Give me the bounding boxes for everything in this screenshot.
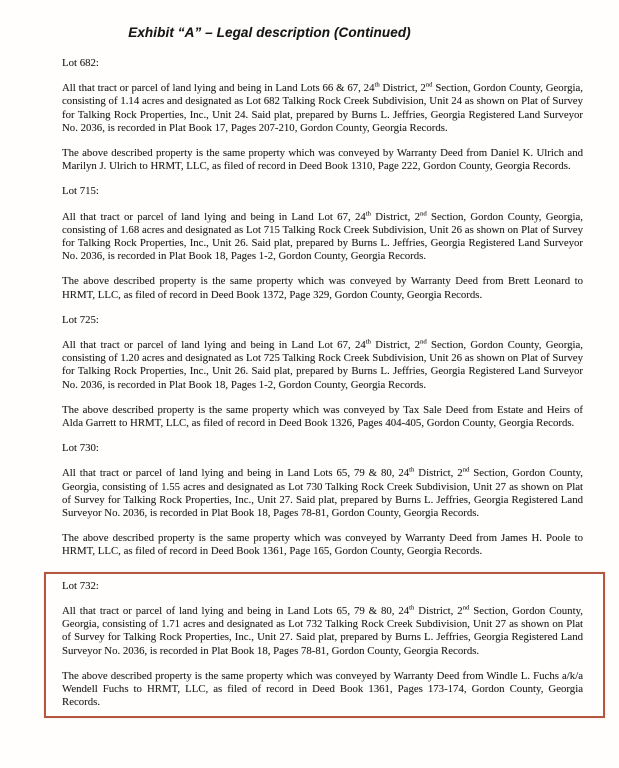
document-title: Exhibit “A” – Legal description (Continued) [128, 25, 411, 40]
lot-heading: Lot 725: [62, 313, 99, 326]
lot-description-paragraph: All that tract or parcel of land lying and being in Land Lot 67, 24th District, 2nd Section, Gordon County, Georgia, consisting of 1.20 acres and designated as Lot 725 Talking Rock Creek Subdivision, Unit 26 as shown on Plat of Survey for Talking Rock Properties, Inc., Unit 26. Said plat, prepared by Burns L. Jeffries, Georgia Registered Land Surveyor No. 2036, is recorded in Plat Book 18, Pages 1-2, Gordon County, Georgia Records. [62, 338, 583, 391]
lot-section-682 [62, 57, 583, 173]
lot-heading: Lot 730: [62, 442, 99, 455]
lot-description-paragraph: All that tract or parcel of land lying and being in Land Lots 66 & 67, 24th District, 2nd Section, Gordon County, Georgia, consisting of 1.14 acres and designated as Lot 682 Talking Rock Creek Subdivision, Unit 24 as shown on Plat of Survey for Talking Rock Properties, Inc., Unit 24. Said plat, prepared by Burns L. Jeffries, Georgia Registered Land Surveyor No. 2036, is recorded in Plat Book 17, Pages 207-210, Gordon County, Georgia Records. [62, 81, 583, 134]
lot-section-715 [62, 185, 583, 301]
lot-conveyance-paragraph: The above described property is the same property which was conveyed by Warranty Deed from Daniel K. Ulrich and Marilyn J. Ulrich to HRMT, LLC, as filed of record in Deed Book 1310, Page 222, Gordon County, Georgia Records. [62, 147, 583, 173]
lot-section-725 [62, 314, 583, 430]
lot-description-paragraph: All that tract or parcel of land lying and being in Land Lot 67, 24th District, 2nd Section, Gordon County, Georgia, consisting of 1.68 acres and designated as Lot 715 Talking Rock Creek Subdivision, Unit 26 as shown on Plat of Survey for Talking Rock Properties, Inc., Unit 26. Said plat, prepared by Burns L. Jeffries, Georgia Registered Land Surveyor No. 2036, is recorded in Plat Book 18, Pages 1-2, Gordon County, Georgia Records. [62, 210, 583, 263]
lot-conveyance-paragraph: The above described property is the same property which was conveyed by Warranty Deed from Windle L. Fuchs a/k/a Wendell Fuchs to HRMT, LLC, as filed of record in Deed Book 1361, Pages 173-174, Gordon County, Georgia Records. [62, 669, 583, 709]
lot-description-paragraph: All that tract or parcel of land lying and being in Land Lots 65, 79 & 80, 24th District, 2nd Section, Gordon County, Georgia, consisting of 1.71 acres and designated as Lot 732 Talking Rock Creek Subdivision, Unit 27 as shown on Plat of Survey for Talking Rock Properties, Inc., Unit 27. Said plat, prepared by Burns L. Jeffries, Georgia Registered Land Surveyor No. 2036, is recorded in Plat Book 18, Pages 78-81, Gordon County, Georgia Records. [62, 604, 583, 657]
lot-description-paragraph: All that tract or parcel of land lying and being in Land Lots 65, 79 & 80, 24th District, 2nd Section, Gordon County, Georgia, consisting of 1.55 acres and designated as Lot 730 Talking Rock Creek Subdivision, Unit 27 as shown on Plat of Survey for Talking Rock Properties, Inc., Unit 27. Said plat, prepared by Burns L. Jeffries, Georgia Registered Land Surveyor No. 2036, is recorded in Plat Book 18, Pages 78-81, Gordon County, Georgia Records. [62, 466, 583, 520]
lot-conveyance-paragraph: The above described property is the same property which was conveyed by Tax Sale Deed from Estate and Heirs of Alda Garrett to HRMT, LLC, as filed of record in Deed Book 1326, Pages 404-405, Gordon County, Georgia Records. [62, 403, 583, 430]
lot-conveyance-paragraph: The above described property is the same property which was conveyed by Warranty Deed from James H. Poole to HRMT, LLC, as filed of record in Deed Book 1361, Page 165, Gordon County, Georgia Records. [62, 532, 583, 558]
lot-conveyance-paragraph: The above described property is the same property which was conveyed by Warranty Deed from Brett Leonard to HRMT, LLC, as filed of record in Deed Book 1372, Page 329, Gordon County, Georgia Records. [62, 275, 583, 301]
lot-heading: Lot 682: [62, 57, 99, 69]
lot-732-highlight-box [44, 572, 605, 719]
lot-heading: Lot 715: [62, 185, 99, 198]
lot-heading: Lot 732: [62, 579, 99, 592]
lot-section-730 [62, 442, 583, 558]
document-body [62, 57, 583, 718]
